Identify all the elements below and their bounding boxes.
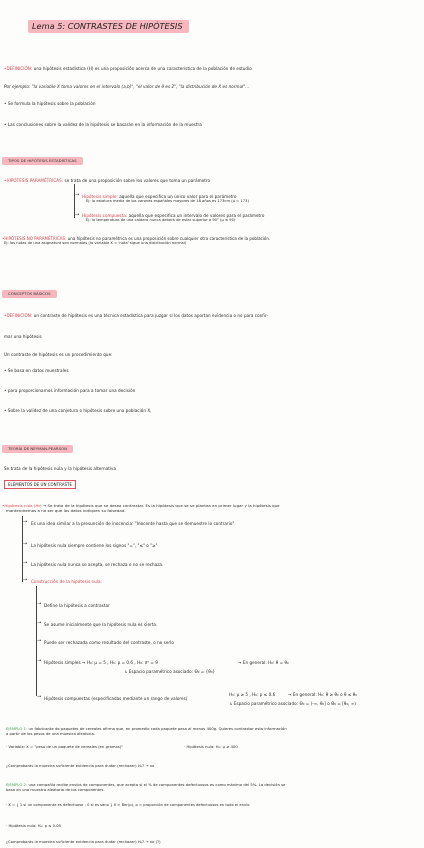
null-construction: Construcción de la hipótesis nula:: [31, 579, 102, 584]
param-hypothesis: •HIPÓTESIS PARAMÉTRICAS: se trata de una proposición sobre los valores que toma un parámetro: [4, 178, 211, 183]
arrow-right-icon: →: [75, 192, 80, 198]
simple-general: → En general: H₀: θ = θ₀: [238, 660, 289, 665]
simple-param-space: ↳ Espacio paramétrico asociado: Θ₀ = {θ₀}: [124, 669, 216, 674]
intro-bullet-1: • Se formula la hipótesis sobre la población: [4, 101, 96, 106]
arrow-right-icon: →: [23, 560, 28, 566]
tree-line: [22, 516, 23, 582]
null-detail-3: La hipótesis nula nunca se acepta, se rechaza o no se rechaza.: [31, 562, 164, 567]
null-hypothesis: •Hipótesis nula (H₀) → Se trata de la hipótesis que se desea contrastar. Es la hipótesis que se se plantea en primer lugar y la hipótesis que: [2, 503, 280, 508]
arrow-right-icon: →: [37, 694, 42, 700]
null-detail-2: La hipótesis nula siempre contiene los signos "=", "≤" o "≥": [31, 543, 158, 548]
example-1-question: ¿Comprobarás la muestra suficiente evidencia para dudar (rechazar) H₀? → no: [6, 764, 155, 768]
example-1: EJEMPLO 1: un fabricante de paquetes de cereales afirma que, en promedio cada paquete pesa al menos 400g. Quieres contrastar esta información: [6, 727, 287, 731]
arrow-right-icon: →: [23, 541, 28, 547]
example-2-null: · Hipótesis nula: H₀: p ≤ 0.05: [6, 824, 62, 828]
section-header-tipos: TIPOS DE HIPÓTESIS ESTADÍSTICAS: [2, 157, 83, 165]
compound-examples: H₀: μ ≥ 5 , H₀: p ≤ 0.6: [229, 692, 276, 697]
example-2-cont: basa en una muestra aleatoria de los componentes.: [6, 788, 105, 792]
concepts-bullet-3: • Sobre la validez de una conjetura o hipótesis sobre una población X,: [4, 408, 152, 413]
compound-param-space: ↳ Espacio paramétrico asociado: Θ₀ = (-∞, θ₀] o Θ₀ = [θ₀, ∞): [229, 701, 356, 706]
compound-example: Ej: la temperatura de una caldera nunca deberá de estar superior a 90° (μ ≤ 90): [86, 218, 236, 222]
neyman-intro: Se trata de la hipótesis nula y la hipótesis alternativa: [4, 466, 117, 471]
concepts-definition: •DEFINICIÓN: un contraste de hipótesis es una técnica estadística para juzgar si los datos aportan evidencia o no para confir-: [4, 313, 268, 318]
arrow-right-icon: →: [23, 577, 28, 583]
concepts-lead: Un contraste de hipótesis es un procedimiento que:: [4, 352, 113, 357]
arrow-right-icon: →: [37, 601, 42, 607]
example-2: EJEMPLO 2: una compañía recibe envíos de componentes, que acepta si el % de componentes defectuosos es como máximo del 5%. La decisión se: [6, 783, 286, 787]
section-header-conceptos: CONCEPTOS BÁSICOS: [2, 290, 57, 298]
example-2-variable: · X = { 1 si un componente es defectuoso ; 0 si es sano } X ≈ Ber(p), p = proporción de componentes defectuosos en todo el envío: [6, 803, 250, 807]
example-2-question: ¿Comprobarás la muestra suficiente evidencia para dudar (rechazar) H₀? → no (?): [6, 840, 161, 844]
compound-general: → En general: H₀: θ ≥ θ₀ o θ ≤ θ₀: [288, 692, 357, 697]
intro-bullet-2: • Las conclusiones sobre la validez de la hipótesis se basarán en la información de la muestra: [4, 122, 202, 127]
section-header-neyman: TEORÍA DE NEYMAN-PEARSON: [2, 445, 73, 453]
construction-step-3: Puede ser rechazada como resultado del contraste, o no serlo: [44, 640, 174, 645]
compound-hypothesis: Hipótesis compuesta: aquella que especifica un intervalo de valores para el parámetro: [82, 213, 265, 218]
arrow-right-icon: →: [37, 638, 42, 644]
arrow-right-icon: →: [37, 620, 42, 626]
simple-hypothesis: Hipótesis simple: aquella que especifica un único valor para el parámetro: [82, 194, 237, 199]
nonparam-example: Ej: las notas de una asignatura son normales (la variable X = 'nota' sigue una distribución normal): [4, 241, 187, 245]
intro-example: Por ejemplo: "la variable X toma valores en el intervalo (a,b)", "el valor de θ es 2", "la distribución de X es normal"...: [4, 84, 250, 89]
arrow-right-icon: →: [75, 212, 80, 218]
arrow-right-icon: →: [37, 658, 42, 664]
page-title: Lema 5: CONTRASTES DE HIPÓTESIS: [28, 20, 189, 33]
example-1-null: · Hipótesis nula: H₀: μ ≥ 400: [184, 745, 238, 749]
intro-definition: •DEFINICIÓN: una hipótesis estadística (H) es una proposición acerca de una característica de la población de estudio: [4, 66, 252, 71]
simple-example: Ej: la estatura media de los varones españoles mayores de 18 años es 173cm (μ = 173): [86, 199, 249, 203]
example-1-variable: · Variable: X = "peso de un paquete de cereales (en gramos)": [6, 745, 124, 749]
concepts-bullet-1: • Se basa en datos muestrales: [4, 368, 69, 373]
null-hypothesis-cont: mantendremos a no ser que los datos indiquen su falsedad.: [6, 508, 126, 513]
null-detail-1: Es una idea similar a la presunción de inocencia: "Inocente hasta que se demuestre lo contrario": [31, 521, 235, 526]
compound-hypotheses: Hipótesis compuestas (especificadas mediante un rango de valores): [44, 696, 188, 701]
nonparam-hypothesis: •HIPÓTESIS NO PARAMÉTRICAS: una hipótesis no paramétrica es una proposición sobre cualquier otra característica de la población.: [2, 236, 271, 241]
arrow-right-icon: →: [23, 519, 28, 525]
concepts-definition-cont: mar una hipótesis: [4, 334, 42, 339]
construction-step-1: Define la hipótesis a contrastar: [44, 603, 110, 608]
elements-box: ELEMENTOS DE UN CONTRASTE: [4, 480, 76, 489]
construction-step-2: Se asume inicialmente que la hipótesis nula es cierta.: [44, 622, 158, 627]
simple-hypotheses: Hipótesis simples → H₀: μ = 5 , H₀: p = 0.6 , H₀: σ² = 9: [44, 660, 158, 665]
concepts-bullet-2: • para proporcionarnos información para a tomar una decisión: [4, 388, 136, 393]
example-1-cont: a partir de los pesos de una muestra aleatoria.: [6, 732, 95, 736]
